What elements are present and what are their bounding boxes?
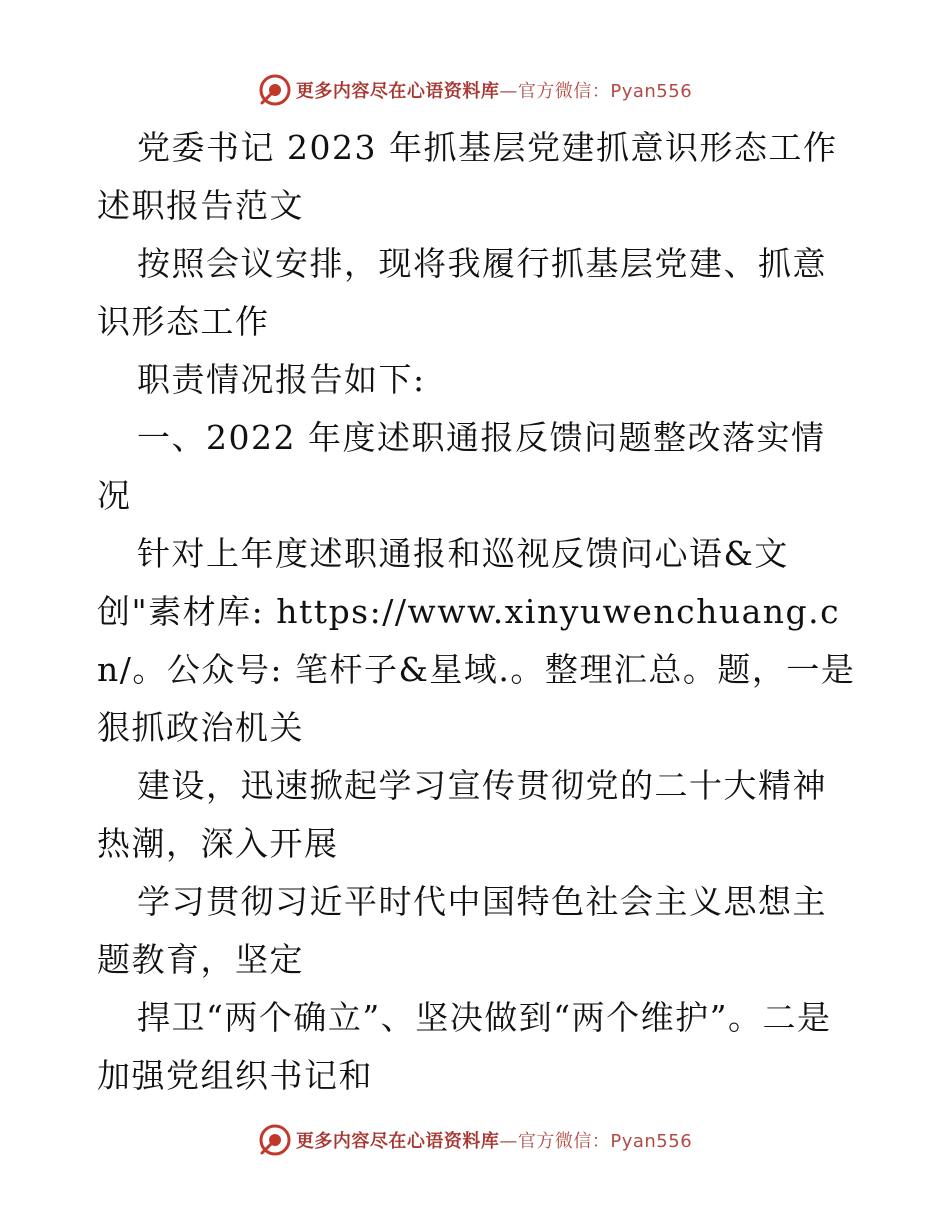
document-title: 党委书记 2023 年抓基层党建抓意识形态工作述职报告范文 bbox=[97, 128, 838, 225]
document-body bbox=[97, 119, 857, 1105]
watermark-text bbox=[296, 1127, 692, 1153]
paragraph: 捍卫“两个确立”、坚决做到“两个维护”。二是加强党组织书记和 bbox=[97, 998, 832, 1095]
watermark-header bbox=[0, 70, 950, 110]
watermark-logo-icon bbox=[258, 73, 292, 107]
watermark-footer bbox=[0, 1120, 950, 1160]
paragraph: 建设，迅速掀起学习宣传贯彻党的二十大精神热潮，深入开展 bbox=[97, 766, 827, 863]
watermark-logo-icon bbox=[258, 1123, 292, 1157]
watermark-site-text: 更多内容尽在心语资料库 bbox=[295, 1131, 500, 1152]
section-heading: 一、2022 年度述职通报反馈问题整改落实情况 bbox=[97, 418, 826, 515]
watermark-text bbox=[296, 77, 692, 103]
watermark-wechat-text: —官方微信：Pyan556 bbox=[499, 81, 693, 102]
paragraph: 职责情况报告如下: bbox=[137, 360, 426, 399]
watermark-wechat-text: —官方微信：Pyan556 bbox=[499, 1131, 693, 1152]
paragraph: 学习贯彻习近平时代中国特色社会主义思想主题教育，坚定 bbox=[97, 882, 827, 979]
paragraph: 按照会议安排，现将我履行抓基层党建、抓意识形态工作 bbox=[97, 244, 827, 341]
paragraph: 针对上年度述职通报和巡视反馈问心语&文创"素材库: https://www.xinyuwenchuang.cn/。公众号: 笔杆子&星域.。整理汇总。题，一是狠抓政治机关 bbox=[97, 534, 856, 747]
watermark-site-text: 更多内容尽在心语资料库 bbox=[295, 81, 500, 102]
